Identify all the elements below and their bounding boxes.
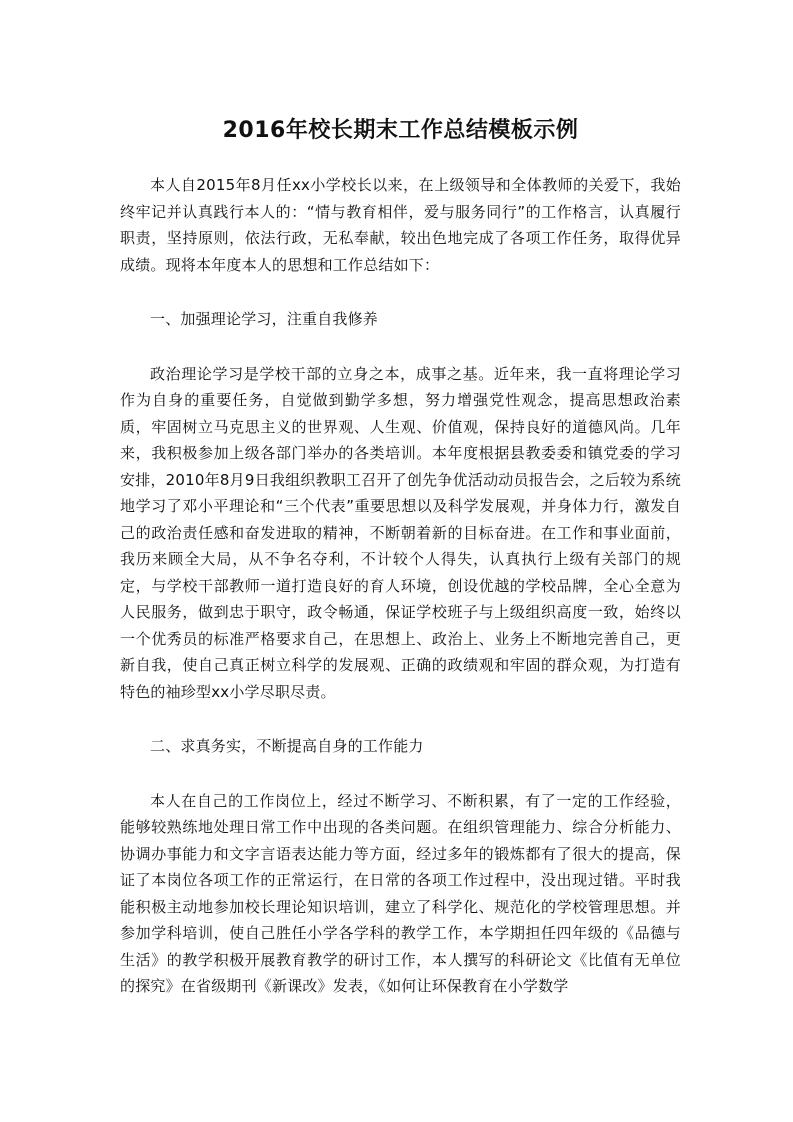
section-1-heading: 一、加强理论学习，注重自我修养 bbox=[150, 310, 379, 328]
section-2-heading: 二、求真务实，不断提高自身的工作能力 bbox=[150, 737, 424, 755]
section-1-body: 政治理论学习是学校干部的立身之本，成事之基。近年来，我一直将理论学习作为自身的重要任务，自觉做到勤学多想，努力增强党性观念，提高思想政治素质，牢固树立马克思主义的世界观、人生观、价值观，保持良好的道德风尚。几年来，我积极参加上级各部门举办的各类培训。本年度根据县教委委和镇党委的学习安排，2010年8月9日我组织教职工召开了创先争优活动动员报告会，之后较为系统地学习了邓小平理论和“三个代表”重要思想以及科学发展观，并身体力行，激发自己的政治责任感和奋发进取的精神，不断朝着新的目标奋进。在工作和事业面前，我历来顾全大局，从不争名夺利，不计较个人得失，认真执行上级有关部门的规定，与学校干部教师一道打造良好的育人环境，创设优越的学校品牌，全心全意为人民服务，做到忠于职守，政令畅通，保证学校班子与上级组织高度一致，始终以一个优秀员的标准严格要求自己，在思想上、政治上、业务上不断地完善自己，更新自我，使自己真正树立科学的发展观、正确的政绩观和牢固的群众观，为打造有特色的袖珍型xx小学尽职尽责。 bbox=[120, 364, 681, 701]
document-title: 2016年校长期末工作总结模板示例 bbox=[222, 118, 579, 143]
intro-paragraph: 本人自2015年8月任xx小学校长以来，在上级领导和全体教师的关爱下，我始终牢记并认真践行本人的：“情与教育相伴，爱与服务同行”的工作格言，认真履行职责，坚持原则，依法行政，无私奉献，较出色地完成了各项工作任务，取得优异成绩。现将本年度本人的思想和工作总结如下： bbox=[120, 176, 681, 274]
section-2-body: 本人在自己的工作岗位上，经过不断学习、不断积累，有了一定的工作经验，能够较熟练地处理日常工作中出现的各类问题。在组织管理能力、综合分析能力、协调办事能力和文字言语表达能力等方面，经过多年的锻炼都有了很大的提高，保证了本岗位各项工作的正常运行，在日常的各项工作过程中，没出现过错。平时我能积极主动地参加校长理论知识培训，建立了科学化、规范化的学校管理思想。并参加学科培训，使自己胜任小学各学科的教学工作，本学期担任四年级的《品德与生活》的教学积极开展教育教学的研讨工作，本人撰写的科研论文《比值有无单位的探究》在省级期刊《新课改》发表，《如何让环保教育在小学数学 bbox=[120, 791, 681, 995]
